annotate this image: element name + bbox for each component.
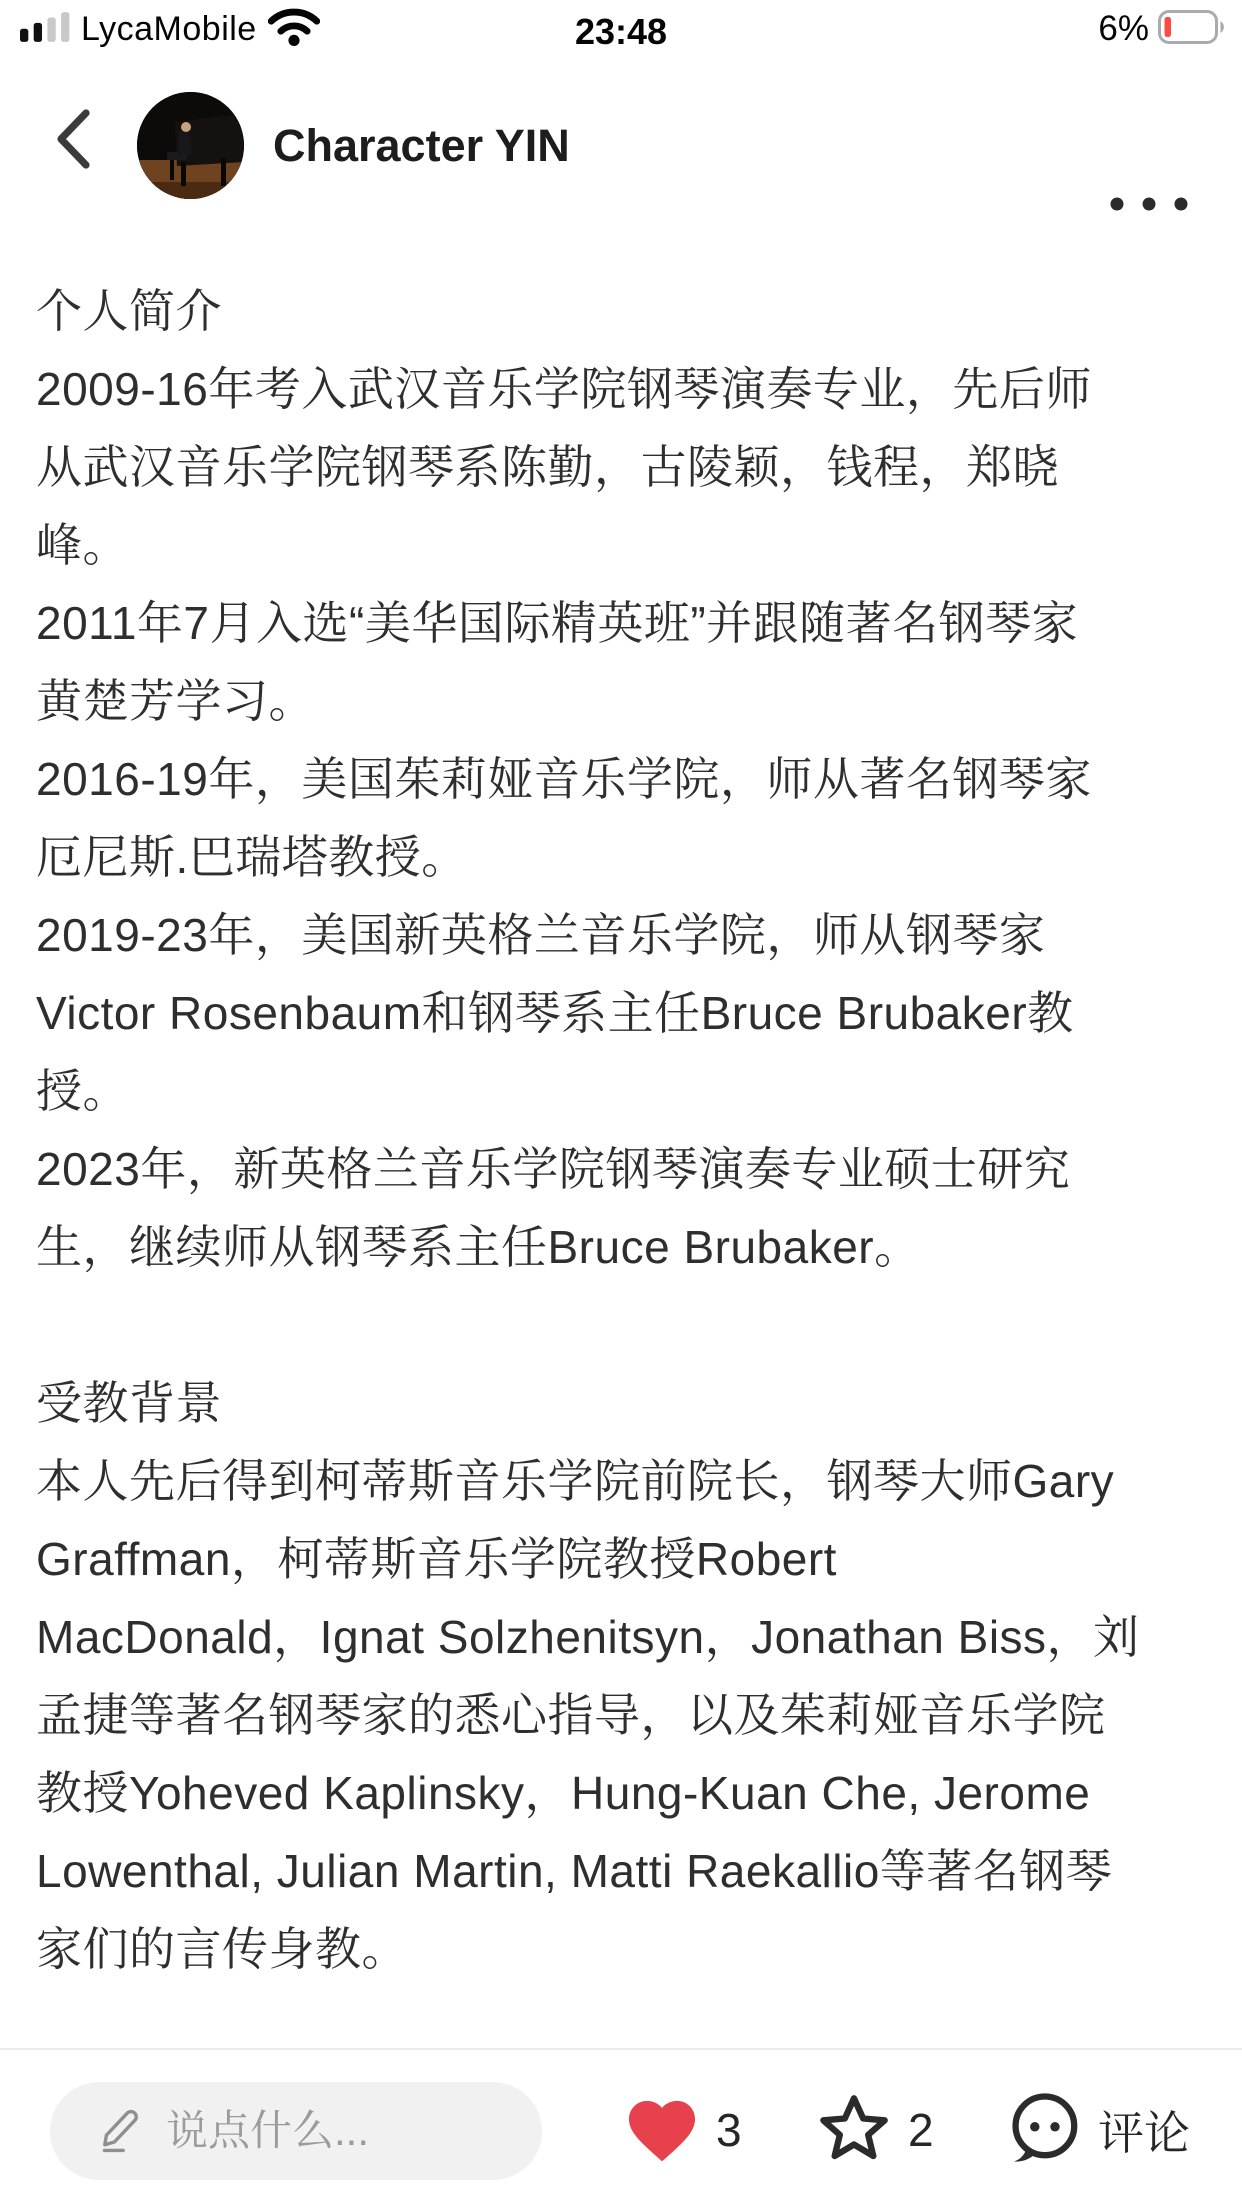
comment-input[interactable] [50, 2082, 542, 2180]
post-header [0, 60, 1242, 216]
text-line: 2016-19年，美国茱莉娅音乐学院，师从著名钢琴家 [36, 753, 1092, 805]
pencil-icon [98, 2104, 144, 2159]
text-line: Graffman，柯蒂斯音乐学院教授Robert [36, 1533, 837, 1585]
heart-icon [622, 2091, 702, 2170]
comment-button[interactable] [1002, 2050, 1190, 2208]
text-line: 2011年7月入选“美华国际精英班”并跟随著名钢琴家 [36, 597, 1079, 649]
text-line: 2019-23年，美国新英格兰音乐学院，师从钢琴家 [36, 909, 1046, 961]
text-line: Victor Rosenbaum和钢琴系主任Bruce Brubaker教 [36, 987, 1074, 1039]
favorite-count: 2 [908, 2104, 934, 2156]
text-line: 受教背景 [36, 1377, 222, 1429]
text-line: 2009-16年考入武汉音乐学院钢琴演奏专业，先后师 [36, 363, 1092, 415]
text-line: 2023年，新英格兰音乐学院钢琴演奏专业硕士研究 [36, 1143, 1071, 1195]
text-line: 家们的言传身教。 [36, 1923, 408, 1975]
text-line: Lowenthal, Julian Martin, Matti Raekallio等著名钢琴 [36, 1845, 1113, 1897]
text-line [36, 1286, 1212, 1364]
text-line: 黄楚芳学习。 [36, 675, 315, 727]
text-line: 生，继续师从钢琴系主任Bruce Brubaker。 [36, 1221, 921, 1273]
chevron-left-icon [50, 107, 94, 174]
carrier-label: LycaMobile [81, 10, 257, 48]
like-count: 3 [716, 2104, 742, 2156]
ellipsis-icon [1110, 197, 1188, 214]
text-line: 个人简介 [36, 285, 222, 337]
bottom-action-bar [0, 2048, 1242, 2208]
clock-time: 23:48 [574, 11, 668, 52]
text-line: 孟捷等著名钢琴家的悉心指导，以及茱莉娅音乐学院 [36, 1689, 1106, 1741]
battery-percent: 6% [1098, 9, 1149, 48]
text-line: MacDonald，Ignat Solzhenitsyn，Jonathan Biss，刘 [36, 1611, 1140, 1663]
comment-text-field[interactable] [166, 2107, 512, 2155]
more-options-button[interactable] [1110, 180, 1200, 230]
page-title[interactable]: Character YIN [273, 120, 570, 171]
text-line: 本人先后得到柯蒂斯音乐学院前院长，钢琴大师Gary [36, 1455, 1115, 1507]
star-icon [814, 2089, 894, 2172]
like-button[interactable] [622, 2050, 742, 2208]
status-bar [0, 0, 1242, 60]
favorite-button[interactable] [814, 2050, 934, 2208]
comment-label: 评论 [1098, 2107, 1190, 2159]
back-button[interactable] [44, 104, 100, 176]
status-right [1098, 9, 1228, 49]
text-line: 教授Yoheved Kaplinsky，Hung-Kuan Che, Jerome [36, 1767, 1091, 1819]
text-line: 从武汉音乐学院钢琴系陈勤，古陵颖，钱程，郑晓 [36, 441, 1059, 493]
text-line: 厄尼斯.巴瑞塔教授。 [36, 831, 468, 883]
text-line: 授。 [36, 1065, 129, 1117]
text-line: 峰。 [36, 519, 129, 571]
post-body [36, 272, 1212, 1988]
speech-bubble-icon [1002, 2088, 1084, 2173]
battery-icon [1158, 10, 1228, 49]
avatar[interactable] [137, 92, 244, 199]
